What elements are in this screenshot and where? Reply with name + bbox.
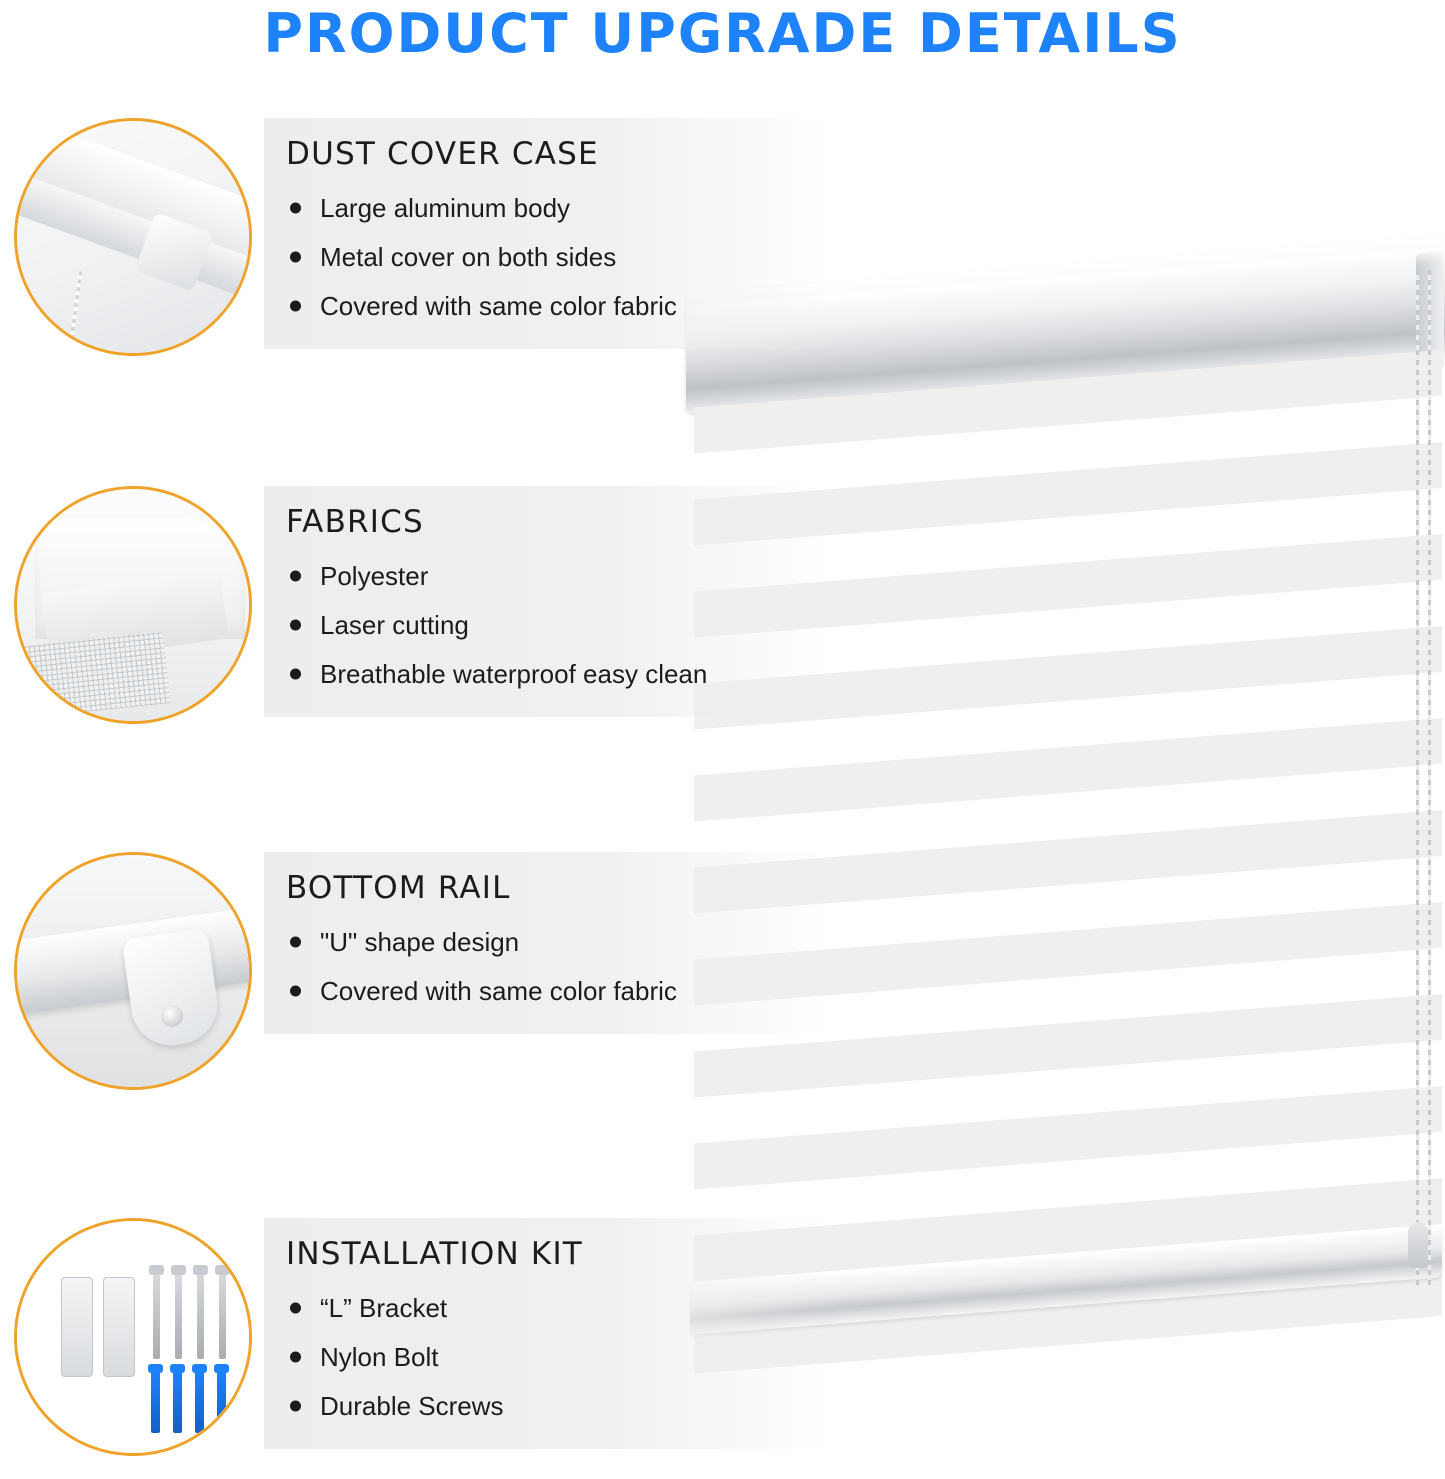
- bullet-text: Covered with same color fabric: [320, 975, 677, 1006]
- bottom-rail-bullets: [286, 918, 806, 1016]
- list-item: [286, 918, 806, 967]
- dust-cover-case-bullets: [286, 184, 806, 331]
- bullet-dot-icon: [290, 669, 301, 680]
- bullet-text: Large aluminum body: [320, 193, 571, 223]
- bottom-rail-heading: BOTTOM RAIL: [286, 870, 511, 906]
- bullet-text: “L” Bracket: [320, 1293, 448, 1323]
- callout-dust-cover-case: [14, 118, 832, 356]
- bead-chain: [1416, 270, 1419, 1290]
- list-item: [286, 233, 806, 282]
- bullet-dot-icon: [290, 571, 301, 582]
- bullet-dot-icon: [290, 1303, 301, 1314]
- bullet-text: Metal cover on both sides: [320, 241, 617, 272]
- bullet-text: Covered with same color fabric: [320, 290, 677, 321]
- list-item: [286, 1284, 806, 1333]
- bullet-dot-icon: [290, 937, 301, 948]
- bullet-dot-icon: [290, 252, 301, 263]
- fabrics-bullets: [286, 552, 806, 699]
- zebra-roller-blind-illustration: [672, 200, 1445, 1320]
- installation-kit-photo: [14, 1218, 252, 1456]
- bullet-text: Polyester: [320, 561, 429, 591]
- installation-kit-bullets: [286, 1284, 806, 1431]
- bullet-dot-icon: [290, 620, 301, 631]
- list-item: [286, 184, 806, 233]
- list-item: [286, 967, 806, 1016]
- bullet-dot-icon: [290, 1401, 301, 1412]
- callout-bottom-rail: [14, 852, 832, 1090]
- bullet-text: Laser cutting: [320, 609, 469, 640]
- fabrics-heading: FABRICS: [286, 504, 424, 540]
- bullet-dot-icon: [290, 301, 301, 312]
- list-item: [286, 601, 806, 650]
- dust-cover-case-photo: [14, 118, 252, 356]
- list-item: [286, 282, 806, 331]
- dust-cover-case-panel: [264, 118, 832, 349]
- bullet-text: "U" shape design: [320, 927, 520, 957]
- bottom-rail-panel: [264, 852, 832, 1034]
- callout-installation-kit: [14, 1218, 832, 1456]
- callout-fabrics: [14, 486, 832, 724]
- chain-weight: [1408, 1222, 1428, 1268]
- bead-chain-return: [1428, 270, 1431, 1290]
- installation-kit-heading: INSTALLATION KIT: [286, 1236, 583, 1272]
- bottom-rail-photo: [14, 852, 252, 1090]
- fabrics-panel: [264, 486, 832, 717]
- bullet-text: Nylon Bolt: [320, 1341, 439, 1372]
- bullet-text: Breathable waterproof easy clean: [320, 658, 708, 689]
- list-item: [286, 1382, 806, 1431]
- bullet-dot-icon: [290, 1352, 301, 1363]
- list-item: [286, 1333, 806, 1382]
- bullet-text: Durable Screws: [320, 1390, 504, 1421]
- bullet-dot-icon: [290, 986, 301, 997]
- list-item: [286, 552, 806, 601]
- bullet-dot-icon: [290, 203, 301, 214]
- installation-kit-panel: [264, 1218, 832, 1449]
- fabrics-photo: [14, 486, 252, 724]
- page-title: PRODUCT UPGRADE DETAILS: [263, 2, 1182, 65]
- list-item: [286, 650, 806, 699]
- dust-cover-case-heading: DUST COVER CASE: [286, 136, 599, 172]
